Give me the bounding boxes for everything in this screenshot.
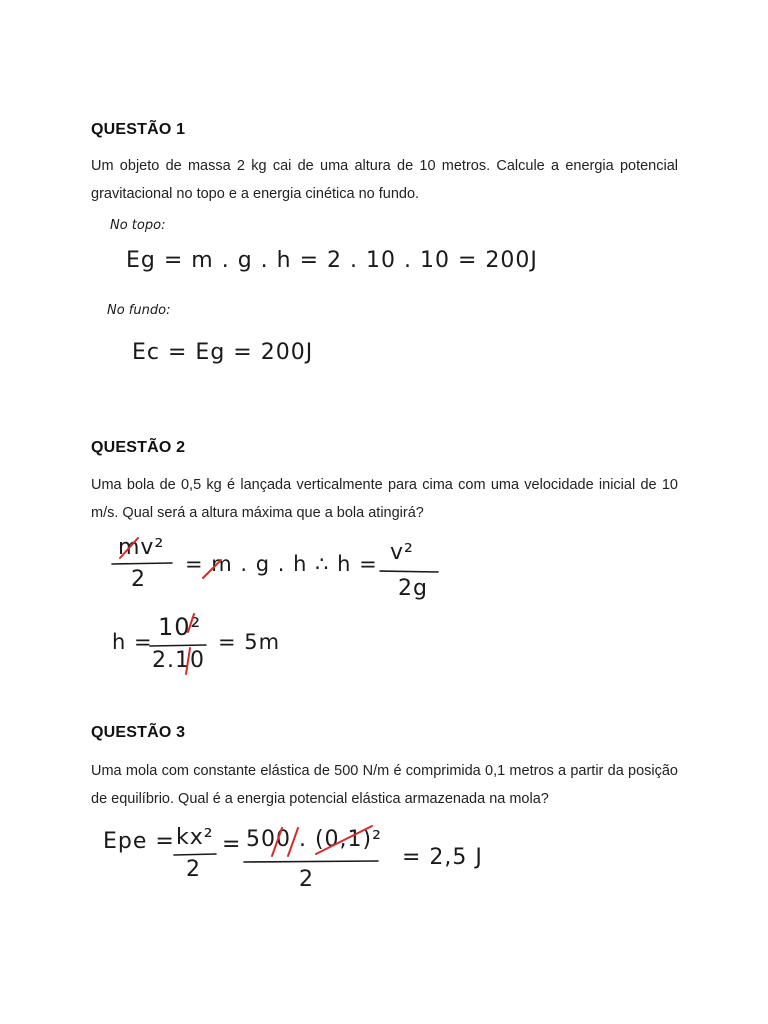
q2-title: QUESTÃO 2	[91, 439, 186, 456]
q2-cancel-zero	[186, 648, 190, 674]
q2-cancel-m-num	[120, 538, 138, 558]
q2-frac2-num: v²	[390, 540, 414, 565]
q2-middle-expr: = m . g . h ∴ h =	[185, 552, 378, 576]
q2-frac3-den: 2.10	[152, 648, 205, 673]
q1-eq-top: Eg = m . g . h = 2 . 10 . 10 = 200J	[126, 248, 538, 273]
q3-frac1-bar	[174, 854, 216, 855]
q1-title: QUESTÃO 1	[91, 121, 186, 138]
q3-cancel-zero-1	[272, 828, 282, 856]
q3-eq: =	[222, 832, 242, 857]
q2-frac1-bar	[112, 563, 172, 564]
q3-frac2-den: 2	[299, 867, 314, 892]
q1-label-bottom: No fundo:	[107, 303, 171, 318]
q3-lhs: Epe =	[103, 829, 175, 854]
q3-frac1-num: kx²	[176, 825, 214, 850]
q2-cancel-exp	[188, 614, 194, 632]
q3-frac1-den: 2	[186, 857, 201, 882]
q2-frac2-bar	[380, 571, 438, 572]
q3-result: = 2,5 J	[402, 845, 483, 870]
q2-frac3-bar	[150, 645, 206, 646]
q3-text: Uma mola com constante elástica de 500 N/m é comprimida 0,1 metros a partir da posição de equilíbrio. Qual é a energia potencial elástica armazenada na mola?	[91, 763, 678, 807]
q3-cancel-decimal	[316, 826, 372, 854]
q2-frac1-den: 2	[131, 567, 146, 592]
q2-frac2-den: 2g	[398, 576, 428, 601]
q3-cancel-zero-2	[288, 828, 298, 856]
q3-frac2-num: 500 . (0,1)²	[246, 827, 382, 852]
q3-title: QUESTÃO 3	[91, 724, 186, 741]
q2-cancel-m-mid	[203, 560, 221, 578]
q1-label-top: No topo:	[110, 218, 166, 233]
q2-result: = 5m	[218, 630, 281, 654]
q2-frac1-num: mv²	[118, 535, 165, 560]
q1-text: Um objeto de massa 2 kg cai de uma altura de 10 metros. Calcule a energia potencial gravitacional no topo e a energia cinética no fundo.	[91, 158, 678, 202]
q2-h-label: h =	[112, 630, 153, 654]
q1-eq-bottom: Ec = Eg = 200J	[132, 340, 314, 365]
q2-text: Uma bola de 0,5 kg é lançada verticalmente para cima com uma velocidade inicial de 10 m/s. Qual será a altura máxima que a bola atingirá?	[91, 477, 678, 521]
q3-frac2-bar	[244, 861, 378, 862]
q2-frac3-num: 10²	[158, 613, 202, 641]
